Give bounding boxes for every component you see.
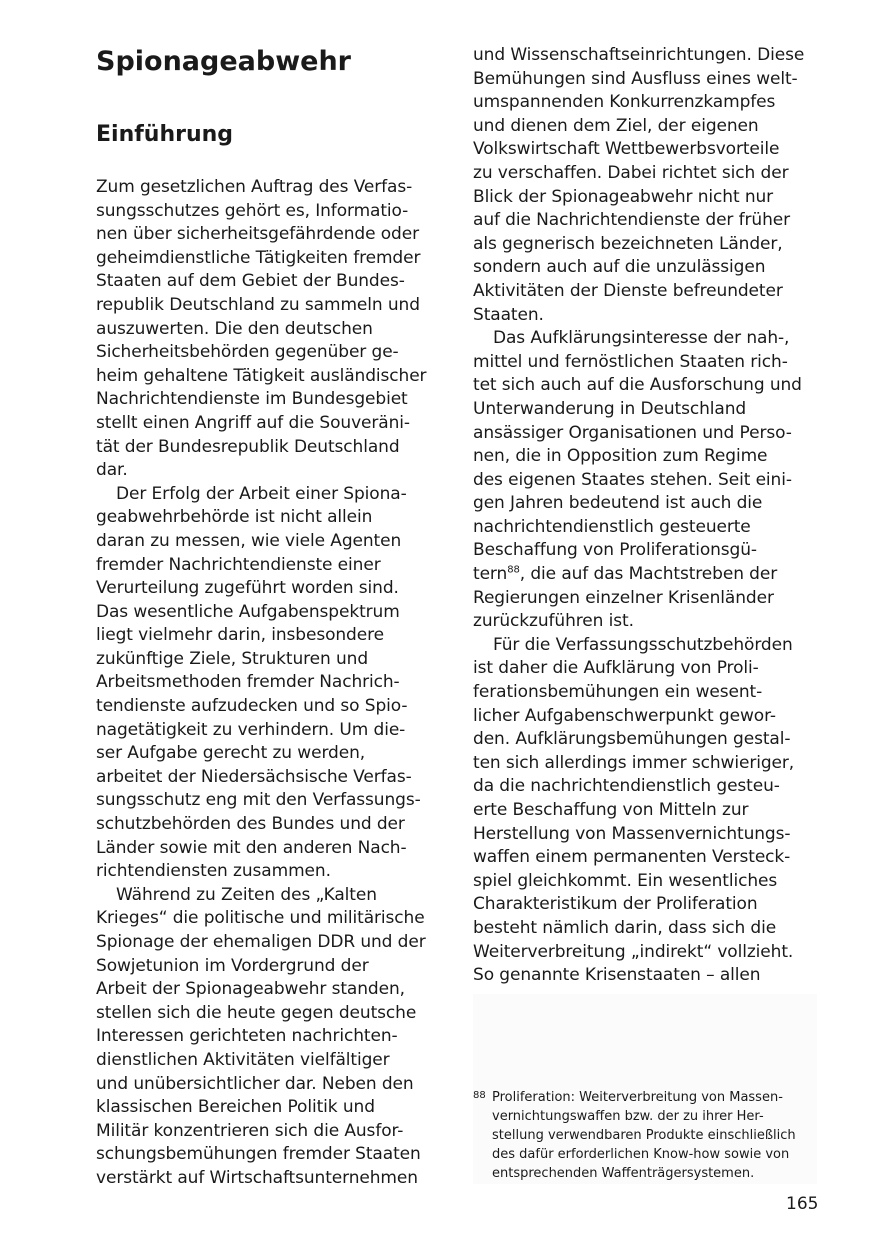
- text-line-content: erte Beschaffung von Mitteln zur: [473, 800, 749, 820]
- text-line-content: Arbeitsmethoden fremder Nachrich-: [96, 672, 400, 693]
- text-line-content: klassischen Bereichen Politik und: [96, 1097, 375, 1118]
- text-line: [473, 799, 821, 823]
- text-line: [96, 294, 442, 318]
- text-line: [473, 563, 821, 587]
- text-line-content: Weiterverbreitung „indirekt“ vollzieht.: [473, 941, 794, 962]
- text-line-content: Verurteilung zugeführt worden sind.: [96, 578, 399, 599]
- right-column: [473, 44, 821, 988]
- text-line-content: Volkswirtschaft Wettbewerbsvorteile: [473, 139, 780, 160]
- text-line-content: umspannenden Konkurrenzkampfes: [473, 92, 776, 113]
- text-line: [473, 610, 821, 634]
- text-line-content: als gegnerisch bezeichneten Länder,: [473, 233, 783, 254]
- text-line: [473, 823, 821, 847]
- text-line: [96, 365, 442, 389]
- text-line: [473, 893, 821, 917]
- text-line-content: Regierungen einzelner Krisenländer: [473, 587, 774, 608]
- text-line: [473, 964, 821, 988]
- text-line-content: heim gehaltene Tätigkeit ausländischer: [96, 365, 427, 386]
- text-line: [96, 483, 442, 507]
- text-line-content: sungsschutzes gehört es, Informatio-: [96, 200, 409, 221]
- text-line: [96, 1049, 442, 1073]
- text-line-content: waffen einem permanenten Versteck-: [473, 847, 791, 868]
- text-line-content: nen, die in Opposition zum Regime: [473, 446, 768, 467]
- text-line-content: Interessen gerichteten nachrichten-: [96, 1026, 398, 1047]
- text-line-content: ist daher die Aufklärung von Proli-: [473, 658, 759, 679]
- text-line: [473, 91, 821, 115]
- text-line: [473, 846, 821, 870]
- text-line: [473, 186, 821, 210]
- text-line-content: ferationsbemühungen ein wesent-: [473, 682, 763, 703]
- text-line: [96, 766, 442, 790]
- text-line: [96, 459, 442, 483]
- text-line: [96, 1025, 442, 1049]
- text-line-content: spiel gleichkommt. Ein wesentliches: [473, 870, 778, 891]
- text-line-content: tet sich auch auf die Ausforschung und: [473, 375, 802, 396]
- text-line-content: Aktivitäten der Dienste befreundeter: [473, 280, 783, 301]
- text-line: [96, 223, 442, 247]
- text-line: [96, 436, 442, 460]
- text-line: [473, 162, 821, 186]
- footnote-line: entsprechenden Waffenträgersystemen.: [492, 1166, 755, 1181]
- text-line-content: mittel und fernöstlichen Staaten rich-: [473, 351, 788, 372]
- text-line-content: verstärkt auf Wirtschaftsunternehmen: [96, 1167, 418, 1188]
- text-line: [96, 270, 442, 294]
- text-line-content: Der Erfolg der Arbeit einer Spiona-: [116, 483, 407, 504]
- text-line-content: zurückzuführen ist.: [473, 611, 634, 632]
- text-line-content: den. Aufklärungsbemühungen gestal-: [473, 729, 791, 750]
- text-line: [473, 728, 821, 752]
- footnote-line: Proliferation: Weiterverbreitung von Massen-: [492, 1090, 783, 1105]
- text-line-content: zu verschaffen. Dabei richtet sich der: [473, 162, 789, 183]
- left-column: [96, 44, 442, 1191]
- text-line: [473, 256, 821, 280]
- text-line: [96, 1167, 442, 1191]
- text-line: [96, 695, 442, 719]
- text-line: [473, 44, 821, 68]
- text-line: [96, 200, 442, 224]
- text-line: [473, 539, 821, 563]
- text-line-content: nagetätigkeit zu verhindern. Um die-: [96, 719, 406, 740]
- text-line-content: Zum gesetzlichen Auftrag des Verfas-: [96, 177, 413, 197]
- text-line-content: Unterwanderung in Deutschland: [473, 398, 747, 419]
- text-line: [96, 530, 442, 554]
- text-line-content: sondern auch auf die unzulässigen: [473, 257, 766, 278]
- text-line: [473, 657, 821, 681]
- text-line: [96, 247, 442, 271]
- text-line-content: nachrichtendienstlich gesteuerte: [473, 516, 751, 537]
- text-line: [473, 705, 821, 729]
- text-line-content: Beschaffung von Proliferationsgü-: [473, 540, 757, 561]
- right-body-text: [473, 44, 821, 988]
- text-line: [96, 955, 442, 979]
- text-line-content: Sowjetunion im Vordergrund der: [96, 955, 369, 976]
- page-title: Spionageabwehr: [96, 46, 351, 77]
- text-line-content: Nachrichtendienste im Bundesgebiet: [96, 389, 408, 410]
- footnote-line: stellung verwendbaren Produkte einschließlich: [492, 1128, 796, 1143]
- text-line-content: Herstellung von Massenvernichtungs-: [473, 823, 791, 844]
- text-line-content: Länder sowie mit den anderen Nach-: [96, 837, 407, 858]
- text-line: [96, 624, 442, 648]
- text-line: [96, 176, 442, 200]
- left-body-text: [96, 176, 442, 1191]
- text-line: [96, 719, 442, 743]
- text-line-content: So genannte Krisenstaaten – allen: [473, 965, 761, 986]
- text-line: [96, 1120, 442, 1144]
- text-line: [96, 554, 442, 578]
- footnote-line: des dafür erforderlichen Know-how sowie von: [492, 1147, 790, 1162]
- text-line-content: Arbeit der Spionageabwehr standen,: [96, 979, 405, 1000]
- text-line-content: Das wesentliche Aufgabenspektrum: [96, 601, 400, 622]
- text-line-content: schutzbehörden des Bundes und der: [96, 814, 405, 835]
- text-line: [473, 398, 821, 422]
- text-line: [473, 634, 821, 658]
- text-line-content: daran zu messen, wie viele Agenten: [96, 530, 402, 551]
- text-line: [96, 1143, 442, 1167]
- text-line-content: Sicherheitsbehörden gegenüber ge-: [96, 342, 399, 363]
- text-line: [473, 138, 821, 162]
- text-line-content: geheimdienstliche Tätigkeiten fremder: [96, 247, 421, 268]
- text-line-content: des eigenen Staates stehen. Seit eini-: [473, 469, 792, 490]
- text-line: [96, 341, 442, 365]
- text-line: [473, 422, 821, 446]
- text-line-content: dar.: [96, 460, 128, 481]
- text-line-content: Militär konzentrieren sich die Ausfor-: [96, 1120, 404, 1141]
- text-line: [96, 789, 442, 813]
- page-number: 165: [786, 1194, 819, 1214]
- text-line-content: tern: [473, 564, 508, 585]
- text-line-content: und Wissenschaftseinrichtungen. Diese: [473, 45, 805, 65]
- text-line: [96, 860, 442, 884]
- text-line-content: Spionage der ehemaligen DDR und der: [96, 932, 426, 952]
- text-line: [96, 1002, 442, 1026]
- text-line: [473, 68, 821, 92]
- text-line-content: Für die Verfassungsschutzbehörden: [493, 634, 793, 655]
- text-line: [96, 1096, 442, 1120]
- text-line-content: Blick der Spionageabwehr nicht nur: [473, 186, 774, 207]
- text-line: [473, 752, 821, 776]
- text-line-content: nen über sicherheitsgefährdende oder: [96, 224, 419, 245]
- text-line: [473, 209, 821, 233]
- text-line-content: arbeitet der Niedersächsische Verfas-: [96, 766, 412, 787]
- section-heading: Einführung: [96, 122, 234, 147]
- footnote-number: 88: [473, 1090, 486, 1101]
- text-line-content: Staaten.: [473, 304, 544, 325]
- footnote-text: [473, 1088, 821, 1183]
- text-line: [473, 469, 821, 493]
- text-line-content: fremder Nachrichtendienste einer: [96, 554, 381, 575]
- text-line-content: stellen sich die heute gegen deutsche: [96, 1002, 417, 1023]
- text-line: [473, 492, 821, 516]
- text-line-content: ansässiger Organisationen und Perso-: [473, 422, 792, 443]
- text-line: [473, 681, 821, 705]
- text-line-content: richtendiensten zusammen.: [96, 861, 331, 882]
- text-line: [96, 412, 442, 436]
- text-line-content: sungsschutz eng mit den Verfassungs-: [96, 790, 421, 811]
- text-line-content: ten sich allerdings immer schwieriger,: [473, 752, 795, 773]
- text-line: [96, 907, 442, 931]
- text-line: [473, 327, 821, 351]
- text-line: [473, 374, 821, 398]
- text-line: [473, 870, 821, 894]
- text-line-content: dienstlichen Aktivitäten vielfältiger: [96, 1049, 390, 1070]
- text-line: [473, 304, 821, 328]
- text-line-content: Bemühungen sind Ausfluss eines welt-: [473, 68, 798, 89]
- text-line: [96, 648, 442, 672]
- text-line-content: Das Aufklärungsinteresse der nah-,: [493, 328, 790, 349]
- text-line: [473, 280, 821, 304]
- text-line-content: zukünftige Ziele, Strukturen und: [96, 648, 369, 669]
- text-line-content: Krieges“ die politische und militärische: [96, 908, 425, 929]
- text-line: [96, 978, 442, 1002]
- text-line: [473, 917, 821, 941]
- text-line-continuation: , die auf das Machtstreben der: [519, 564, 778, 585]
- text-line: [473, 516, 821, 540]
- text-line: [96, 1073, 442, 1097]
- text-line-content: und dienen dem Ziel, der eigenen: [473, 115, 759, 136]
- footnote: [473, 1088, 821, 1183]
- text-line: [96, 884, 442, 908]
- text-line-content: besteht nämlich darin, dass sich die: [473, 917, 777, 938]
- text-line: [96, 577, 442, 601]
- text-line: [473, 233, 821, 257]
- text-line: [96, 318, 442, 342]
- text-line: [96, 388, 442, 412]
- text-line: [96, 506, 442, 530]
- text-line: [473, 775, 821, 799]
- text-line: [473, 445, 821, 469]
- text-line-content: republik Deutschland zu sammeln und: [96, 294, 420, 315]
- text-line-content: Während zu Zeiten des „Kalten: [116, 884, 377, 905]
- text-line: [96, 742, 442, 766]
- text-line: [473, 115, 821, 139]
- footnote-line: vernichtungswaffen bzw. der zu ihrer Her-: [492, 1109, 764, 1124]
- text-line-content: da die nachrichtendienstlich gesteu-: [473, 776, 780, 797]
- text-line-content: und unübersichtlicher dar. Neben den: [96, 1073, 414, 1094]
- text-line-content: geabwehrbehörde ist nicht allein: [96, 507, 373, 528]
- text-line: [473, 351, 821, 375]
- text-line-content: licher Aufgabenschwerpunkt gewor-: [473, 705, 776, 726]
- text-line-content: auf die Nachrichtendienste der früher: [473, 210, 790, 231]
- text-line-content: auszuwerten. Die den deutschen: [96, 318, 373, 339]
- text-line: [96, 671, 442, 695]
- text-line-content: stellt einen Angriff auf die Souveräni-: [96, 412, 410, 433]
- text-line-content: liegt vielmehr darin, insbesondere: [96, 625, 384, 646]
- text-line-content: Staaten auf dem Gebiet der Bundes-: [96, 271, 405, 292]
- text-line-content: tendienste aufzudecken und so Spio-: [96, 696, 408, 717]
- text-line-content: Charakteristikum der Proliferation: [473, 894, 758, 915]
- text-line: [473, 941, 821, 965]
- text-line: [473, 587, 821, 611]
- text-line-content: tät der Bundesrepublik Deutschland: [96, 436, 400, 457]
- text-line: [96, 837, 442, 861]
- text-line: [96, 601, 442, 625]
- footnote-reference: 88: [507, 564, 520, 576]
- text-line: [96, 931, 442, 955]
- text-line-content: schungsbemühungen fremder Staaten: [96, 1144, 421, 1165]
- text-line-content: gen Jahren bedeutend ist auch die: [473, 493, 763, 514]
- text-line: [96, 813, 442, 837]
- text-line-content: ser Aufgabe gerecht zu werden,: [96, 743, 366, 764]
